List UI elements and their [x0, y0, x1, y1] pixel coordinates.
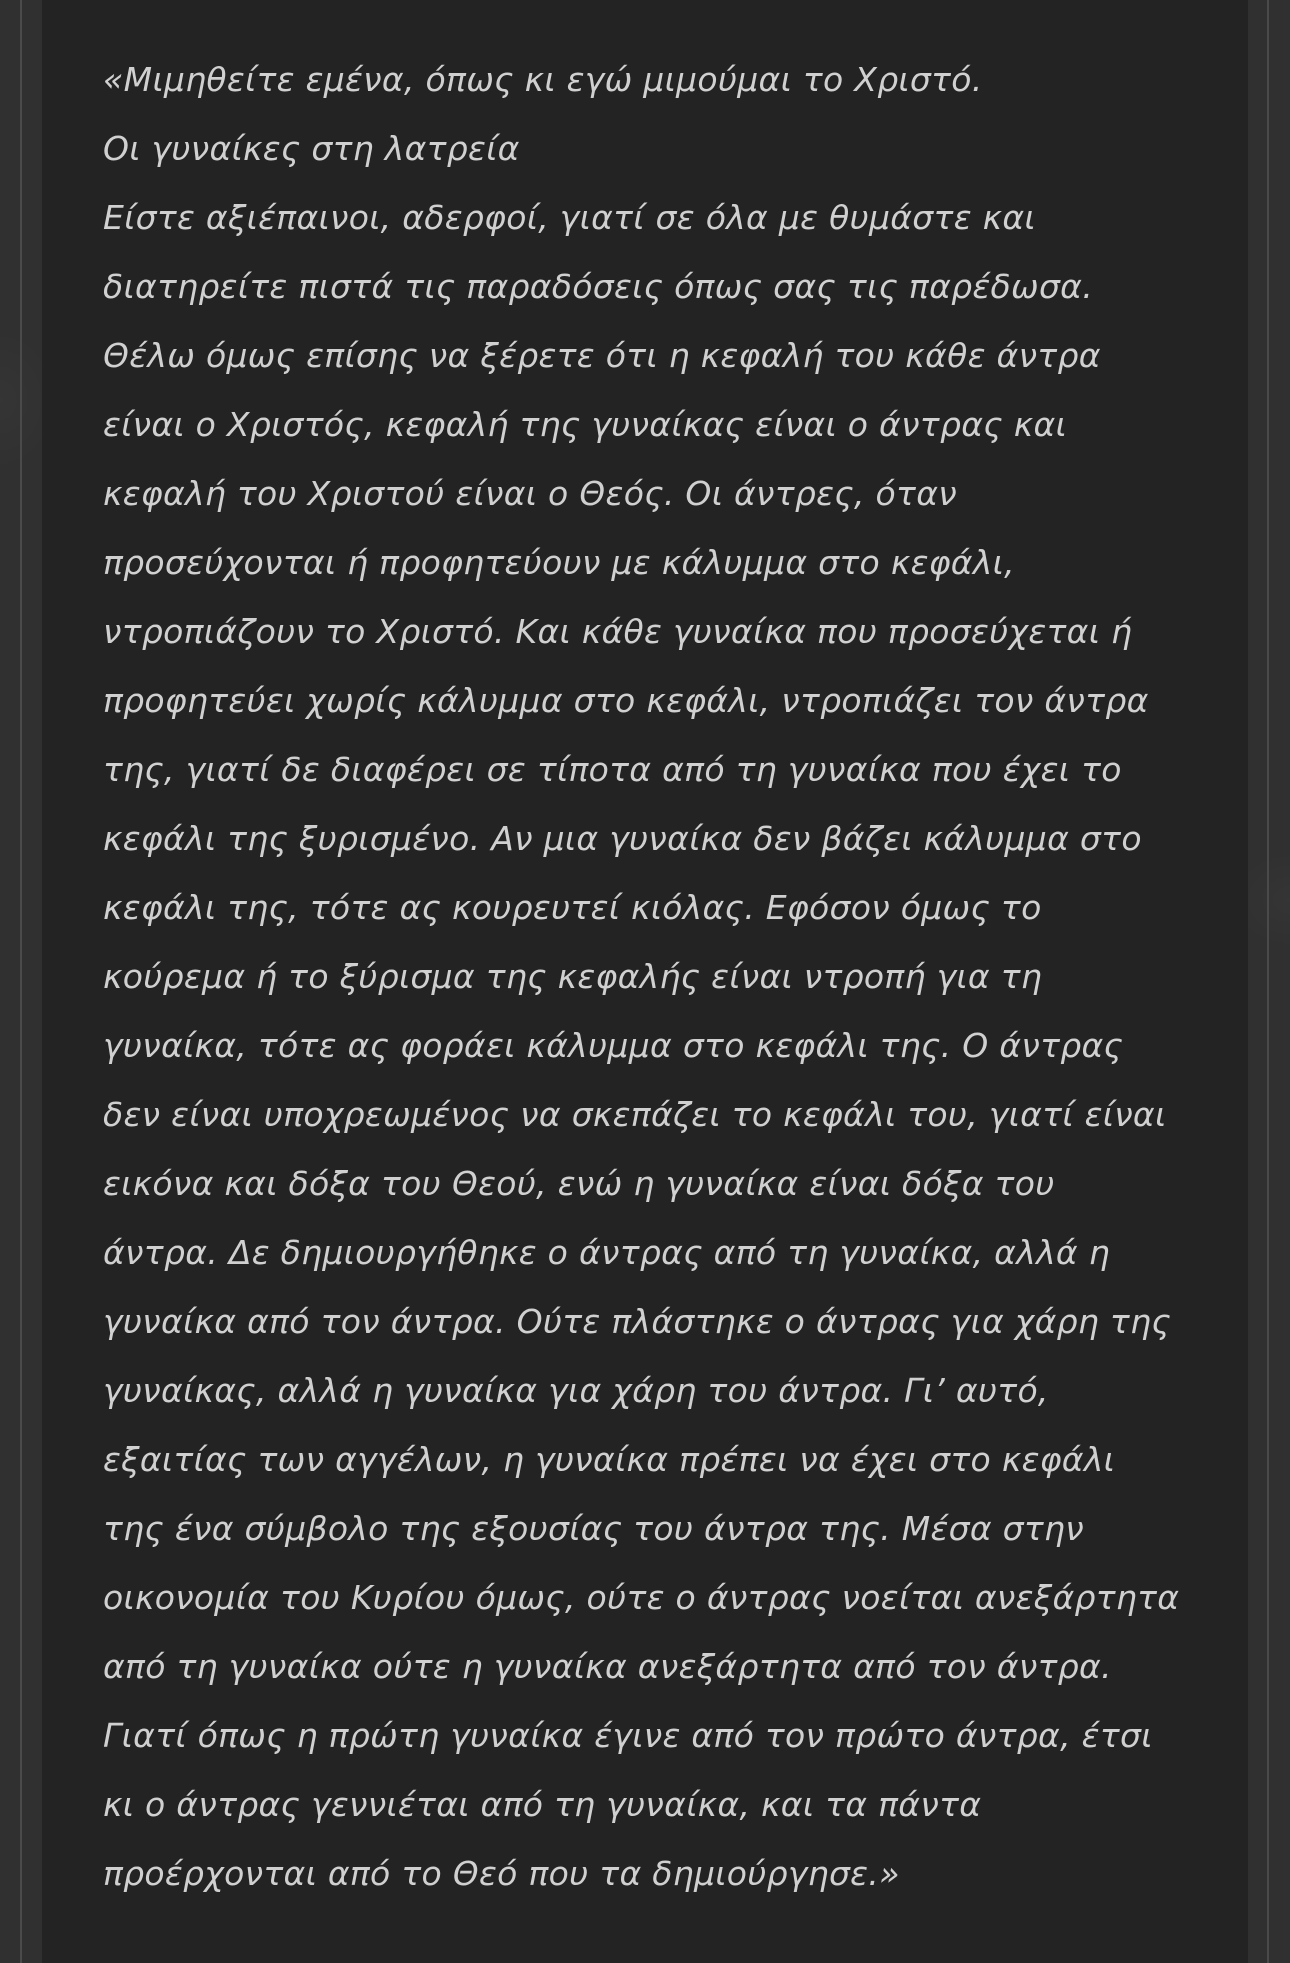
- passage-line: είναι ο Χριστός, κεφαλή της γυναίκας είναι ο άντρας και: [103, 405, 1067, 444]
- passage-line: γυναίκα από τον άντρα. Ούτε πλάστηκε ο άντρας για χάρη της: [103, 1302, 1171, 1341]
- passage-line: προσεύχονται ή προφητεύουν με κάλυμμα στο κεφάλι,: [103, 543, 1015, 582]
- passage-line: προφητεύει χωρίς κάλυμμα στο κεφάλι, ντροπιάζει τον άντρα: [103, 681, 1149, 720]
- quoted-passage: [103, 45, 1208, 1908]
- passage-line: διατηρείτε πιστά τις παραδόσεις όπως σας τις παρέδωσα.: [103, 267, 1094, 306]
- passage-line: Είστε αξιέπαινοι, αδερφοί, γιατί σε όλα με θυμάστε και: [103, 198, 1036, 237]
- passage-line: γυναίκας, αλλά η γυναίκα για χάρη του άντρα. Γι’ αυτό,: [103, 1371, 1049, 1410]
- passage-line: γυναίκα, τότε ας φοράει κάλυμμα στο κεφάλι της. Ο άντρας: [103, 1026, 1124, 1065]
- passage-line: κεφάλι της, τότε ας κουρευτεί κιόλας. Εφόσον όμως το: [103, 888, 1042, 927]
- passage-line: Γιατί όπως η πρώτη γυναίκα έγινε από τον πρώτο άντρα, έτσι: [103, 1716, 1153, 1755]
- passage-line: κεφαλή του Χριστού είναι ο Θεός. Οι άντρες, όταν: [103, 474, 957, 513]
- left-frame-border: [20, 0, 22, 1963]
- passage-line: Οι γυναίκες στη λατρεία: [103, 129, 520, 168]
- passage-line: άντρα. Δε δημιουργήθηκε ο άντρας από τη γυναίκα, αλλά η: [103, 1233, 1110, 1272]
- passage-line: ντροπιάζουν το Χριστό. Και κάθε γυναίκα που προσεύχεται ή: [103, 612, 1133, 651]
- passage-line: εξαιτίας των αγγέλων, η γυναίκα πρέπει να έχει στο κεφάλι: [103, 1440, 1116, 1479]
- passage-line: της ένα σύμβολο της εξουσίας του άντρα της. Μέσα στην: [103, 1509, 1084, 1548]
- passage-line: «Μιμηθείτε εμένα, όπως κι εγώ μιμούμαι το Χριστό.: [103, 60, 983, 99]
- passage-line: δεν είναι υποχρεωμένος να σκεπάζει το κεφάλι του, γιατί είναι: [103, 1095, 1167, 1134]
- passage-line: κεφάλι της ξυρισμένο. Αν μια γυναίκα δεν βάζει κάλυμμα στο: [103, 819, 1142, 858]
- passage-line: εικόνα και δόξα του Θεού, ενώ η γυναίκα είναι δόξα του: [103, 1164, 1055, 1203]
- passage-line: από τη γυναίκα ούτε η γυναίκα ανεξάρτητα από τον άντρα.: [103, 1647, 1112, 1686]
- right-frame-border: [1267, 0, 1269, 1963]
- passage-line: κούρεμα ή το ξύρισμα της κεφαλής είναι ντροπή για τη: [103, 957, 1043, 996]
- passage-line: κι ο άντρας γεννιέται από τη γυναίκα, και τα πάντα: [103, 1785, 982, 1824]
- passage-line: προέρχονται από το Θεό που τα δημιούργησε.»: [103, 1854, 900, 1893]
- passage-line: της, γιατί δε διαφέρει σε τίποτα από τη γυναίκα που έχει το: [103, 750, 1122, 789]
- passage-line: Θέλω όμως επίσης να ξέρετε ότι η κεφαλή του κάθε άντρα: [103, 336, 1101, 375]
- passage-line: οικονομία του Κυρίου όμως, ούτε ο άντρας νοείται ανεξάρτητα: [103, 1578, 1180, 1617]
